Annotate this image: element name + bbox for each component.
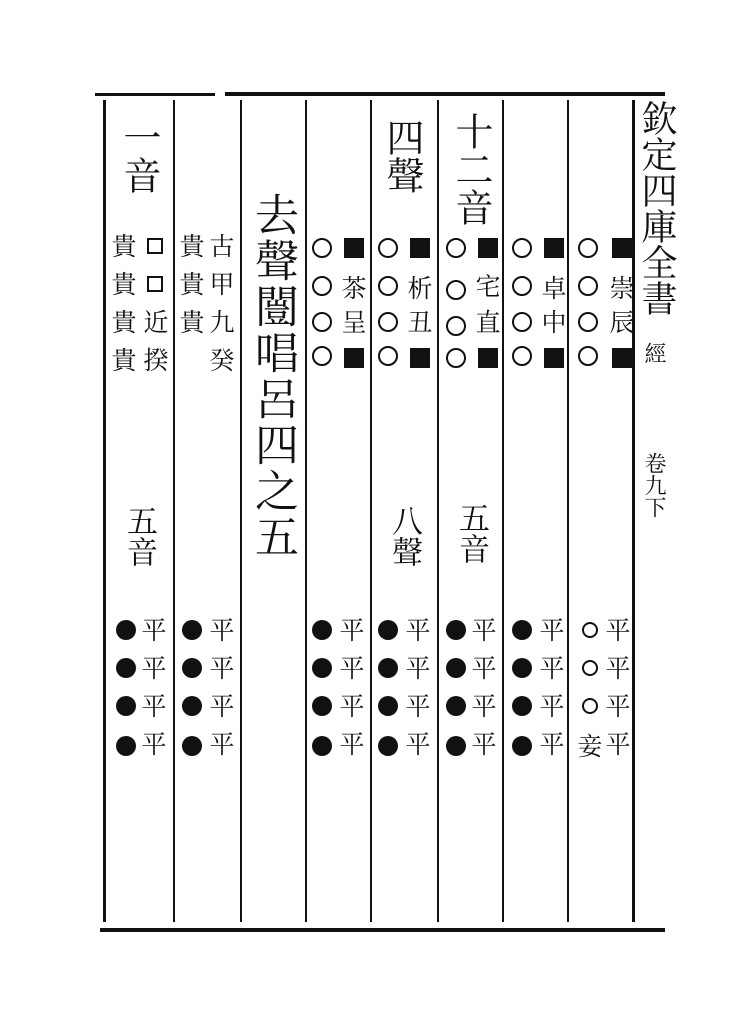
open-circle-mark: [578, 346, 598, 366]
filled-square-mark: [544, 348, 564, 368]
filled-circle-mark: [116, 696, 136, 716]
volume-label: 卷九下: [641, 452, 666, 518]
filled-square-mark: [410, 238, 430, 258]
rime-char: 癸: [209, 346, 235, 375]
open-circle-mark: [312, 276, 332, 296]
tone-char: 平: [209, 654, 235, 683]
tone-char: 平: [141, 654, 167, 683]
open-circle-mark: [512, 238, 532, 258]
tone-char: 平: [471, 692, 497, 721]
filled-square-mark: [544, 238, 564, 258]
rime-char: 宅: [475, 272, 501, 301]
filled-circle-mark: [182, 736, 202, 756]
column-divider: [305, 100, 307, 922]
rime-char: 近: [143, 308, 169, 337]
open-circle-mark: [582, 660, 598, 676]
tone-char: 平: [209, 692, 235, 721]
rime-char: 貴: [179, 232, 205, 261]
filled-circle-mark: [116, 658, 136, 678]
filled-circle-mark: [312, 658, 332, 678]
open-square-mark: [147, 276, 163, 292]
rime-char: 直: [475, 308, 501, 337]
tone-char: 平: [471, 730, 497, 759]
open-circle-mark: [582, 698, 598, 714]
rime-char: 古: [209, 232, 235, 261]
rime-char: 卓: [541, 274, 567, 303]
open-circle-mark: [512, 276, 532, 296]
filled-circle-mark: [182, 620, 202, 640]
filled-circle-mark: [446, 658, 466, 678]
open-circle-mark: [578, 276, 598, 296]
main-title: 去聲闓唱呂四之五: [247, 192, 298, 560]
rime-char: 貴: [179, 308, 205, 337]
open-circle-mark: [578, 312, 598, 332]
open-circle-mark: [582, 622, 598, 638]
tone-char: 平: [209, 730, 235, 759]
filled-circle-mark: [378, 736, 398, 756]
open-circle-mark: [312, 238, 332, 258]
rime-char: 貴: [111, 346, 137, 375]
top-border: [225, 92, 665, 96]
tone-char: 平: [339, 692, 365, 721]
filled-circle-mark: [446, 736, 466, 756]
filled-square-mark: [612, 348, 632, 368]
rime-char: 呈: [341, 308, 367, 337]
filled-square-mark: [344, 348, 364, 368]
filled-circle-mark: [182, 696, 202, 716]
open-circle-mark: [446, 238, 466, 258]
top-border-left: [95, 93, 215, 96]
rime-char: 析: [407, 274, 433, 303]
tone-char: 平: [539, 692, 565, 721]
filled-square-mark: [344, 238, 364, 258]
tone-char: 平: [605, 654, 631, 683]
rime-char: 茶: [341, 274, 367, 303]
rime-char: 揆: [143, 346, 169, 375]
rime-char: 甲: [209, 270, 235, 299]
filled-circle-mark: [116, 736, 136, 756]
column-divider: [240, 100, 242, 922]
tone-char: 平: [605, 730, 631, 759]
open-circle-mark: [378, 312, 398, 332]
tone-char: 平: [539, 654, 565, 683]
heading-column1-mid: 五音: [453, 502, 489, 564]
tone-char: 平: [141, 730, 167, 759]
filled-circle-mark: [512, 736, 532, 756]
filled-circle-mark: [378, 696, 398, 716]
tone-char: 平: [471, 654, 497, 683]
open-circle-mark: [312, 346, 332, 366]
rime-char: 妾: [577, 732, 603, 761]
open-circle-mark: [578, 238, 598, 258]
rime-char: 崇: [609, 274, 635, 303]
filled-square-mark: [410, 348, 430, 368]
tone-char: 平: [605, 616, 631, 645]
rime-char: 中: [541, 308, 567, 337]
heading-column1-top: 十二音: [449, 112, 493, 226]
open-circle-mark: [312, 312, 332, 332]
tone-char: 平: [539, 730, 565, 759]
tone-char: 平: [141, 692, 167, 721]
filled-circle-mark: [116, 620, 136, 640]
filled-circle-mark: [378, 620, 398, 640]
rime-char: 辰: [609, 308, 635, 337]
right-border: [632, 100, 635, 922]
filled-square-mark: [478, 348, 498, 368]
filled-circle-mark: [446, 696, 466, 716]
filled-square-mark: [612, 238, 632, 258]
filled-circle-mark: [312, 620, 332, 640]
open-circle-mark: [446, 316, 466, 336]
tone-char: 平: [339, 654, 365, 683]
filled-square-mark: [478, 238, 498, 258]
tone-char: 平: [209, 616, 235, 645]
tone-char: 平: [405, 730, 431, 759]
open-circle-mark: [446, 280, 466, 300]
section-label: 經: [641, 342, 666, 364]
heading-column5-top: 一音: [117, 118, 161, 194]
filled-circle-mark: [512, 658, 532, 678]
rime-char: 丑: [407, 308, 433, 337]
column-divider: [173, 100, 175, 922]
rime-char: 貴: [111, 308, 137, 337]
tone-char: 平: [141, 616, 167, 645]
book-title: 欽定四庫全書: [636, 100, 677, 316]
tone-char: 平: [405, 616, 431, 645]
tone-char: 平: [339, 616, 365, 645]
tone-char: 平: [339, 730, 365, 759]
heading-column2-mid: 八聲: [386, 505, 422, 567]
rime-char: 貴: [111, 232, 137, 261]
filled-circle-mark: [312, 696, 332, 716]
open-circle-mark: [378, 276, 398, 296]
rime-char: 九: [209, 308, 235, 337]
filled-circle-mark: [312, 736, 332, 756]
open-square-mark: [147, 238, 163, 254]
tone-char: 平: [471, 616, 497, 645]
column-divider: [567, 100, 569, 922]
column-divider: [370, 100, 372, 922]
heading-column5-mid: 五音: [121, 505, 157, 567]
rime-char: 貴: [111, 270, 137, 299]
tone-char: 平: [605, 692, 631, 721]
filled-circle-mark: [512, 696, 532, 716]
tone-char: 平: [405, 654, 431, 683]
tone-char: 平: [405, 692, 431, 721]
filled-circle-mark: [512, 620, 532, 640]
filled-circle-mark: [182, 658, 202, 678]
left-border: [103, 100, 106, 922]
filled-circle-mark: [378, 658, 398, 678]
open-circle-mark: [512, 312, 532, 332]
column-divider: [502, 100, 504, 922]
tone-char: 平: [539, 616, 565, 645]
open-circle-mark: [378, 346, 398, 366]
open-circle-mark: [446, 348, 466, 368]
rime-char: 貴: [179, 270, 205, 299]
open-circle-mark: [378, 238, 398, 258]
filled-circle-mark: [446, 620, 466, 640]
open-circle-mark: [512, 346, 532, 366]
bottom-border: [100, 928, 665, 932]
heading-column2-top: 四聲: [380, 118, 424, 194]
column-divider: [437, 100, 439, 922]
